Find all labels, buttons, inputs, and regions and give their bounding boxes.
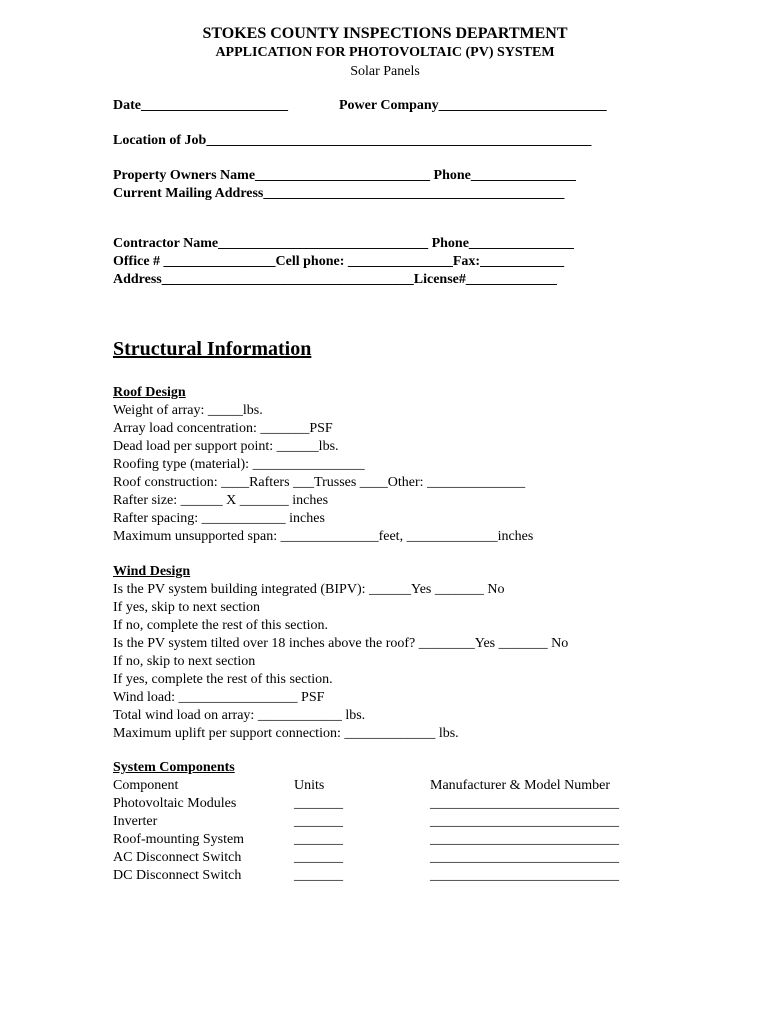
roof-line[interactable]: Dead load per support point: ______lbs. <box>113 439 339 454</box>
wind-line[interactable]: Is the PV system tilted over 18 inches above the roof? ________Yes _______ No <box>113 636 569 651</box>
office-phone-field[interactable]: Office # ________________Cell phone: _______________Fax:____________ <box>113 254 565 269</box>
component-units-field[interactable]: _______ <box>294 832 343 847</box>
roof-design-heading: Roof Design <box>113 385 186 400</box>
wind-line[interactable]: Total wind load on array: ____________ lbs. <box>113 708 366 723</box>
wind-line[interactable]: Is the PV system building integrated (BIPV): ______Yes _______ No <box>113 582 505 597</box>
component-model-field[interactable]: ___________________________ <box>430 868 619 883</box>
location-field[interactable]: Location of Job_______________________________________________________ <box>113 133 592 148</box>
roof-line[interactable]: Array load concentration: _______PSF <box>113 421 333 436</box>
subtitle: Solar Panels <box>350 64 420 79</box>
roof-line[interactable]: Rafter spacing: ____________ inches <box>113 511 325 526</box>
mailing-address-field[interactable]: Current Mailing Address___________________________________________ <box>113 186 565 201</box>
component-name: Roof-mounting System <box>113 832 245 847</box>
component-name: Photovoltaic Modules <box>113 796 237 811</box>
component-name: Inverter <box>113 814 158 829</box>
department-title: STOKES COUNTY INSPECTIONS DEPARTMENT <box>202 25 568 42</box>
power-company-field[interactable]: Power Company________________________ <box>339 98 607 113</box>
address-license-field[interactable]: Address____________________________________License#_____________ <box>113 272 557 287</box>
system-components-heading: System Components <box>113 760 235 775</box>
component-model-field[interactable]: ___________________________ <box>430 796 619 811</box>
col-units-header: Units <box>294 778 325 793</box>
date-field[interactable]: Date_____________________ <box>113 98 288 113</box>
roof-line[interactable]: Rafter size: ______ X _______ inches <box>113 493 329 508</box>
roof-line[interactable]: Roofing type (material): ________________ <box>113 457 365 472</box>
wind-line: If no, complete the rest of this section. <box>113 618 328 633</box>
component-units-field[interactable]: _______ <box>294 850 343 865</box>
wind-line: If yes, complete the rest of this section. <box>113 672 333 687</box>
component-units-field[interactable]: _______ <box>294 814 343 829</box>
col-manufacturer-header: Manufacturer & Model Number <box>430 778 610 793</box>
roof-line[interactable]: Weight of array: _____lbs. <box>113 403 263 418</box>
component-model-field[interactable]: ___________________________ <box>430 814 619 829</box>
application-title: APPLICATION FOR PHOTOVOLTAIC (PV) SYSTEM <box>215 45 555 60</box>
wind-design-heading: Wind Design <box>113 564 191 579</box>
wind-line: If no, skip to next section <box>113 654 256 669</box>
contractor-name-field[interactable]: Contractor Name______________________________ Phone_______________ <box>113 236 574 251</box>
wind-line[interactable]: Wind load: _________________ PSF <box>113 690 325 705</box>
roof-line[interactable]: Maximum unsupported span: ______________feet, _____________inches <box>113 529 534 544</box>
component-model-field[interactable]: ___________________________ <box>430 850 619 865</box>
component-units-field[interactable]: _______ <box>294 868 343 883</box>
component-units-field[interactable]: _______ <box>294 796 343 811</box>
component-model-field[interactable]: ___________________________ <box>430 832 619 847</box>
component-name: DC Disconnect Switch <box>113 868 242 883</box>
structural-heading: Structural Information <box>113 338 312 360</box>
wind-line[interactable]: Maximum uplift per support connection: _____________ lbs. <box>113 726 459 741</box>
wind-line: If yes, skip to next section <box>113 600 260 615</box>
owner-name-field[interactable]: Property Owners Name_________________________ Phone_______________ <box>113 168 576 183</box>
component-name: AC Disconnect Switch <box>113 850 242 865</box>
col-component-header: Component <box>113 778 179 793</box>
roof-line[interactable]: Roof construction: ____Rafters ___Trusses ____Other: ______________ <box>113 475 526 490</box>
